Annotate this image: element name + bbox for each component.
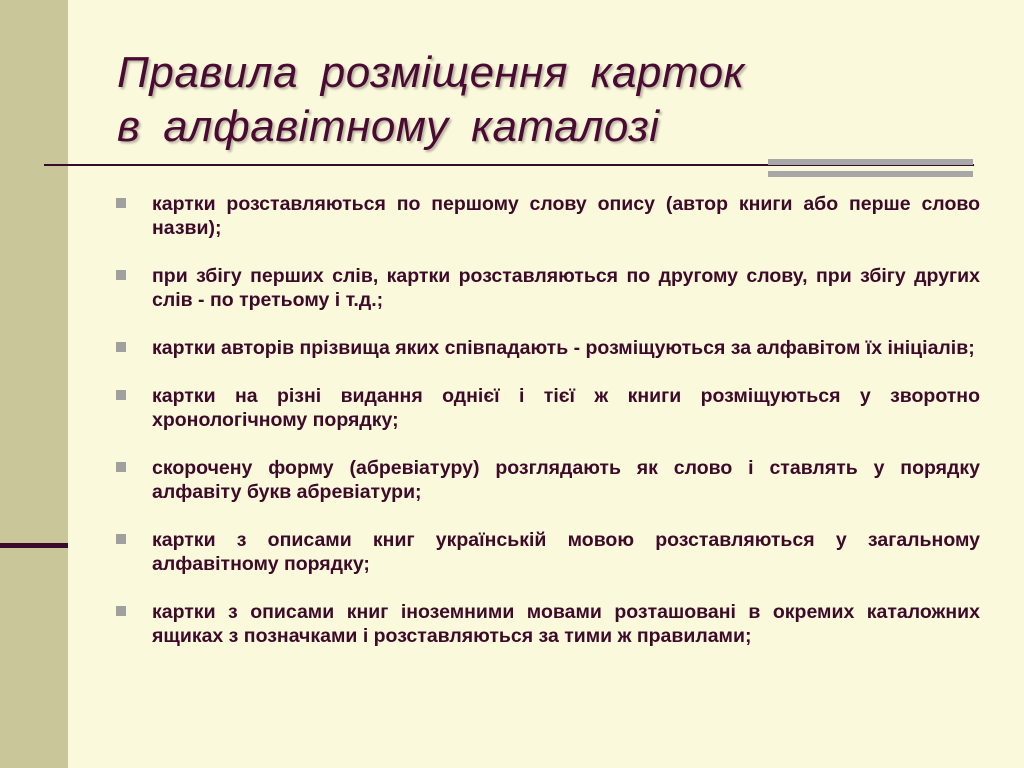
square-bullet-icon [116, 198, 126, 208]
left-band-accent-bar [0, 543, 68, 548]
list-item [112, 456, 980, 504]
list-item [112, 336, 980, 360]
square-bullet-icon [116, 342, 126, 352]
square-bullet-icon [116, 390, 126, 400]
list-item [112, 192, 980, 240]
list-item-text: картки з описами книг іноземними мовами розташовані в окремих каталожних ящиках з позначками і розставляються за тими ж правилами; [152, 601, 980, 647]
square-bullet-icon [116, 606, 126, 616]
left-decorative-band [0, 0, 68, 768]
list-item [112, 600, 980, 648]
list-item-text: картки розставляються по першому слову опису (автор книги або перше слово назви); [152, 193, 980, 239]
list-item-text: скорочену форму (абревіатуру) розглядають як слово і ставлять у порядку алфавіту букв абревіатури; [152, 457, 980, 503]
slide-title-line-2: в алфавітному каталозі [117, 102, 660, 151]
list-item-text: картки на різні видання однієї і тієї ж книги розміщуються у зворотно хронологічному порядку; [152, 385, 980, 431]
square-bullet-icon [116, 270, 126, 280]
list-item [112, 264, 980, 312]
square-bullet-icon [116, 534, 126, 544]
slide-title-line-1: Правила розміщення карток [117, 48, 745, 97]
list-item-text: картки з описами книг українській мовою розставляються у загальному алфавітному порядку; [152, 529, 980, 575]
title-accent-bar-top [768, 159, 973, 165]
list-item [112, 384, 980, 432]
list-item-text: при збігу перших слів, картки розставляються по другому слову, при збігу других слів - по третьому і т.д.; [152, 265, 980, 311]
rules-list [112, 192, 980, 672]
list-item-text: картки авторів прізвища яких співпадають - розміщуються за алфавітом їх ініціалів; [152, 337, 975, 359]
title-accent-bar-bottom [768, 171, 973, 177]
slide-title [117, 46, 977, 154]
list-item [112, 528, 980, 576]
square-bullet-icon [116, 462, 126, 472]
